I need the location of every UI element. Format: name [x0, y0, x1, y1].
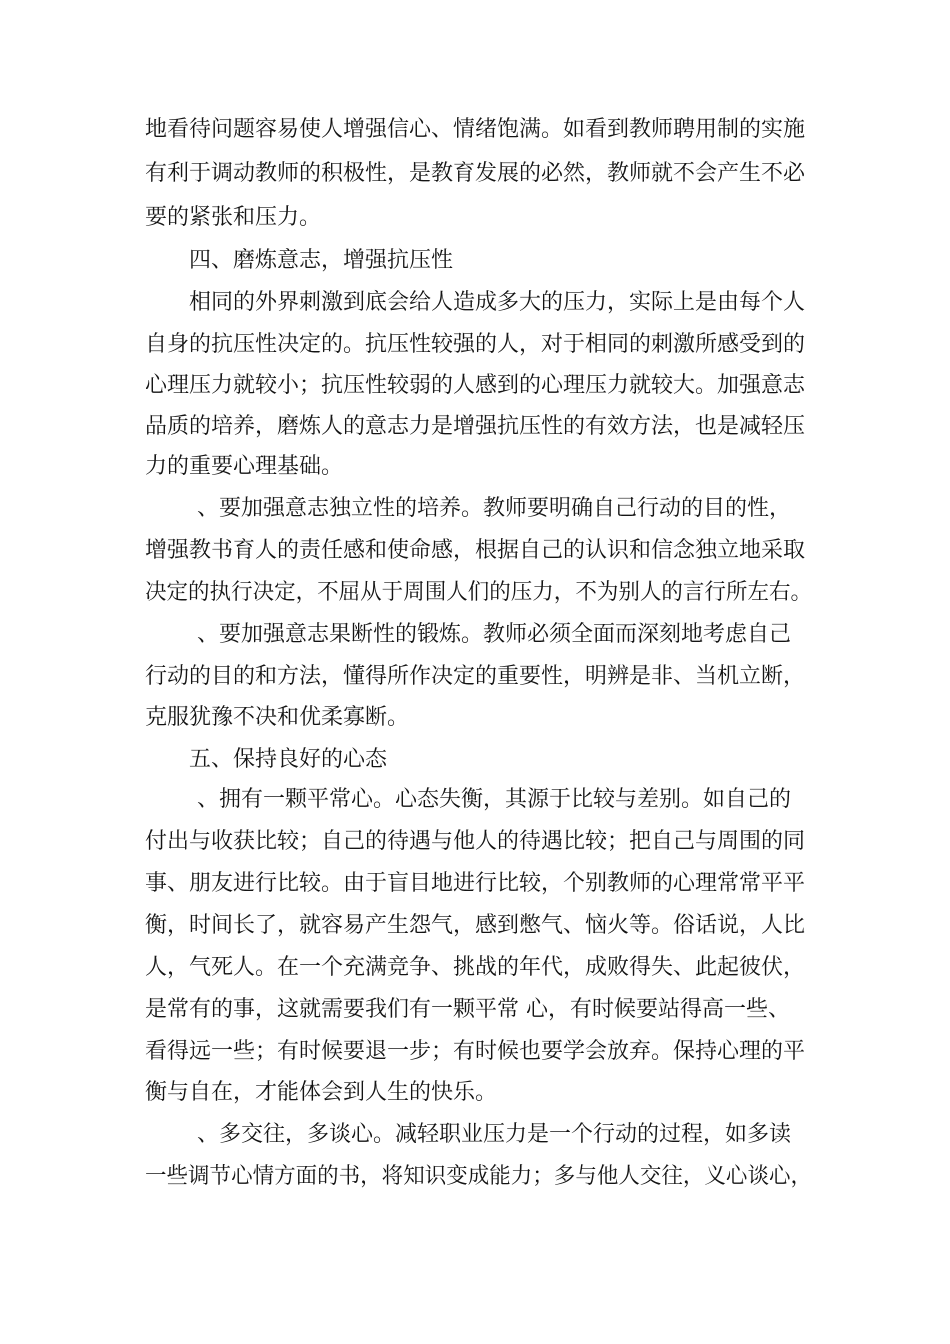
text-line: 克服犹豫不决和优柔寡断。: [145, 705, 410, 730]
text-line: 品质的培养，磨炼人的意志力是增强抗压性的有效方法，也是减轻压: [145, 414, 806, 439]
text-line: 一些调节心情方面的书，将知识变成能力；多与他人交往，义心谈心，: [145, 1164, 813, 1189]
text-line: 增强教书育人的责任感和使命感，根据自己的认识和信念独立地采取: [145, 538, 806, 563]
text-line: 行动的目的和方法，懂得所作决定的重要性，明辨是非、当机立断，: [145, 664, 806, 689]
text-line: 付出与收获比较；自己的待遇与他人的待遇比较；把自己与周围的同: [145, 829, 806, 854]
section-heading: 四、磨炼意志，增强抗压性: [189, 248, 454, 273]
text-line: 衡与自在，才能体会到人生的快乐。: [145, 1080, 498, 1105]
text-line: 看得远一些；有时候要退一步；有时候也要学会放弃。保持心理的平: [145, 1039, 806, 1064]
text-line: 力的重要心理基础。: [145, 454, 344, 479]
section-heading: 五、保持良好的心态: [189, 747, 388, 772]
text-line: 地看待问题容易使人增强信心、情绪饱满。如看到教师聘用制的实施: [145, 117, 806, 142]
text-line: 决定的执行决定，不屈从于周围人们的压力，不为别人的言行所左右。: [145, 580, 813, 605]
text-line: 事、朋友进行比较。由于盲目地进行比较，个别教师的心理常常平平: [145, 871, 806, 896]
text-line: 相同的外界刺激到底会给人造成多大的压力，实际上是由每个人: [189, 290, 806, 315]
text-line: 、多交往，多谈心。减轻职业压力是一个行动的过程，如多读: [197, 1122, 792, 1147]
text-line: 有利于调动教师的积极性，是教育发展的必然，教师就不会产生不必: [145, 161, 806, 186]
text-line: 、拥有一颗平常心。心态失衡，其源于比较与差别。如自己的: [197, 787, 792, 812]
text-line: 人，气死人。在一个充满竞争、挑战的年代，成败得失、此起彼伏，: [145, 955, 806, 980]
text-line: 心理压力就较小；抗压性较弱的人感到的心理压力就较大。加强意志: [145, 373, 806, 398]
text-line: 自身的抗压性决定的。抗压性较强的人，对于相同的刺激所感受到的: [145, 332, 806, 357]
text-line: 衡，时间长了，就容易产生怨气，感到憋气、恼火等。俗话说，人比: [145, 913, 806, 938]
text-line: 、要加强意志果断性的锻炼。教师必须全面而深刻地考虑自己: [197, 622, 792, 647]
text-line: 是常有的事，这就需要我们有一颗平常 心，有时候要站得高一些、: [145, 997, 790, 1022]
text-line: 要的紧张和压力。: [145, 205, 322, 230]
text-line: 、要加强意志独立性的培养。教师要明确自己行动的目的性，: [197, 496, 792, 521]
